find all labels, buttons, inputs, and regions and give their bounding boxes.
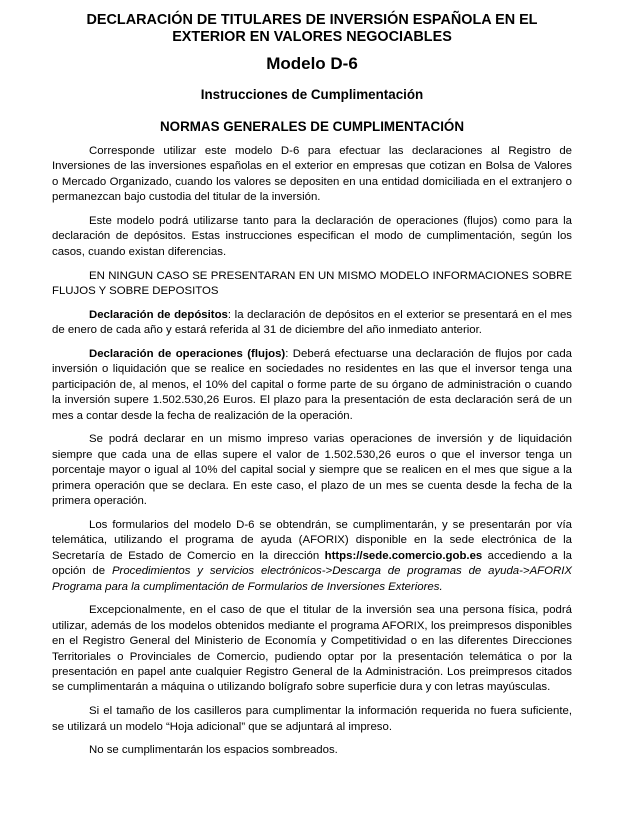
model-heading: Modelo D-6 — [266, 54, 358, 73]
sede-link[interactable]: https://sede.comercio.gob.es — [324, 549, 483, 562]
paragraph-shaded-spaces: No se cumplimentarán los espacios sombreados. — [89, 744, 338, 757]
section-heading: NORMAS GENERALES DE CUMPLIMENTACIÓN — [159, 119, 465, 134]
deposits-label: Declaración de depósitos — [89, 308, 228, 321]
paragraph-additional-sheet: Si el tamaño de los casilleros para cumplimentar la información requerida no fuera suficiente, se utilizará un modelo “Hoja adicional” que se adjuntará al impreso. — [52, 705, 572, 733]
forms-path-text: Procedimientos y servicios electrónicos->Descarga de programas de ayuda->AFORIX Programa para la cumplimentación de Formularios de Inversiones Exteriores. — [52, 565, 572, 593]
instructions-heading: Instrucciones de Cumplimentación — [200, 87, 424, 102]
paragraph-scope: Corresponde utilizar este modelo D-6 para efectuar las declaraciones al Registro de Inversiones de las inversiones españolas en el exterior en empresas que cotizan en Bolsa de Valores o Mercado Organizado, cuando los valores se depositen en una entidad domiciliada en el extranjero o permanezcan bajo custodia del titular de la inversión. — [52, 145, 572, 204]
paragraph-deposits — [52, 308, 572, 339]
paragraph-warning: EN NINGUN CASO SE PRESENTARAN EN UN MISMO MODELO INFORMACIONES SOBRE FLUJOS Y SOBRE DEPOSITOS — [52, 269, 572, 298]
document-title: DECLARACIÓN DE TITULARES DE INVERSIÓN ESPAÑOLA EN EL EXTERIOR EN VALORES NEGOCIABLES — [86, 12, 538, 45]
flows-label: Declaración de operaciones (flujos) — [89, 348, 286, 361]
document-body — [52, 144, 572, 759]
forms-text-2: accediendo a la opción de — [52, 549, 572, 578]
paragraph-usage: Este modelo podrá utilizarse tanto para la declaración de operaciones (flujos) como para la declaración de depósitos. Estas instrucciones especifican el modo de cumplimentación, según los casos, cuando existan diferencias. — [52, 215, 572, 258]
paragraph-exception: Excepcionalmente, en el caso de que el titular de la inversión sea una persona física, podrá utilizar, además de los modelos obtenidos mediante el programa AFORIX, los preimpresos disponibles en el Registro General del Ministerio de Economía y Competitividad o en las diferentes Direcciones Territoriales o Provinciales de Comercio, pudiendo optar por la presentación telemática o por la presentación en papel ante cualquier Registro General de la Administración. Los preimpresos citados se cumplimentarán a máquina o utilizando bolígrafo sobre superficie dura y con letras mayúsculas. — [52, 604, 572, 694]
deposits-text: : la declaración de depósitos en el exterior se presentará en el mes de enero de cada año y estará referida al 31 de diciembre del año inmediato anterior. — [52, 308, 572, 337]
forms-text-1: Los formularios del modelo D-6 se obtendrán, se cumplimentarán, y se presentarán por vía telemática, utilizando el programa de ayuda (AFORIX) disponible en la sede electrónica de la Secretaría de Estado de Comercio en la dirección — [52, 518, 572, 562]
paragraph-forms — [52, 518, 572, 595]
paragraph-multiple-operations: Se podrá declarar en un mismo impreso varias operaciones de inversión y de liquidación siempre que cada una de ellas supere el valor de 1.502.530,26 euros o que el inversor tenga un porcentaje mayor o igual al 10% del capital social y siempre que se realicen en el mes que sigue a la primera operación que se declara. En este caso, el plazo de un mes se cuenta desde la fecha de la primera operación. — [52, 433, 572, 508]
paragraph-flows — [52, 347, 572, 424]
flows-text: : Deberá efectuarse una declaración de flujos por cada inversión o liquidación que se realice en sociedades no residentes en las que el inversor tenga una participación de, al menos, el 10% del capital o forme parte de su órgano de administración o cuando la inversión supere 1.502.530,26 Euros. El plazo para la presentación de esta declaración será de un mes a contar desde la fecha de realización de la operación. — [52, 348, 572, 422]
